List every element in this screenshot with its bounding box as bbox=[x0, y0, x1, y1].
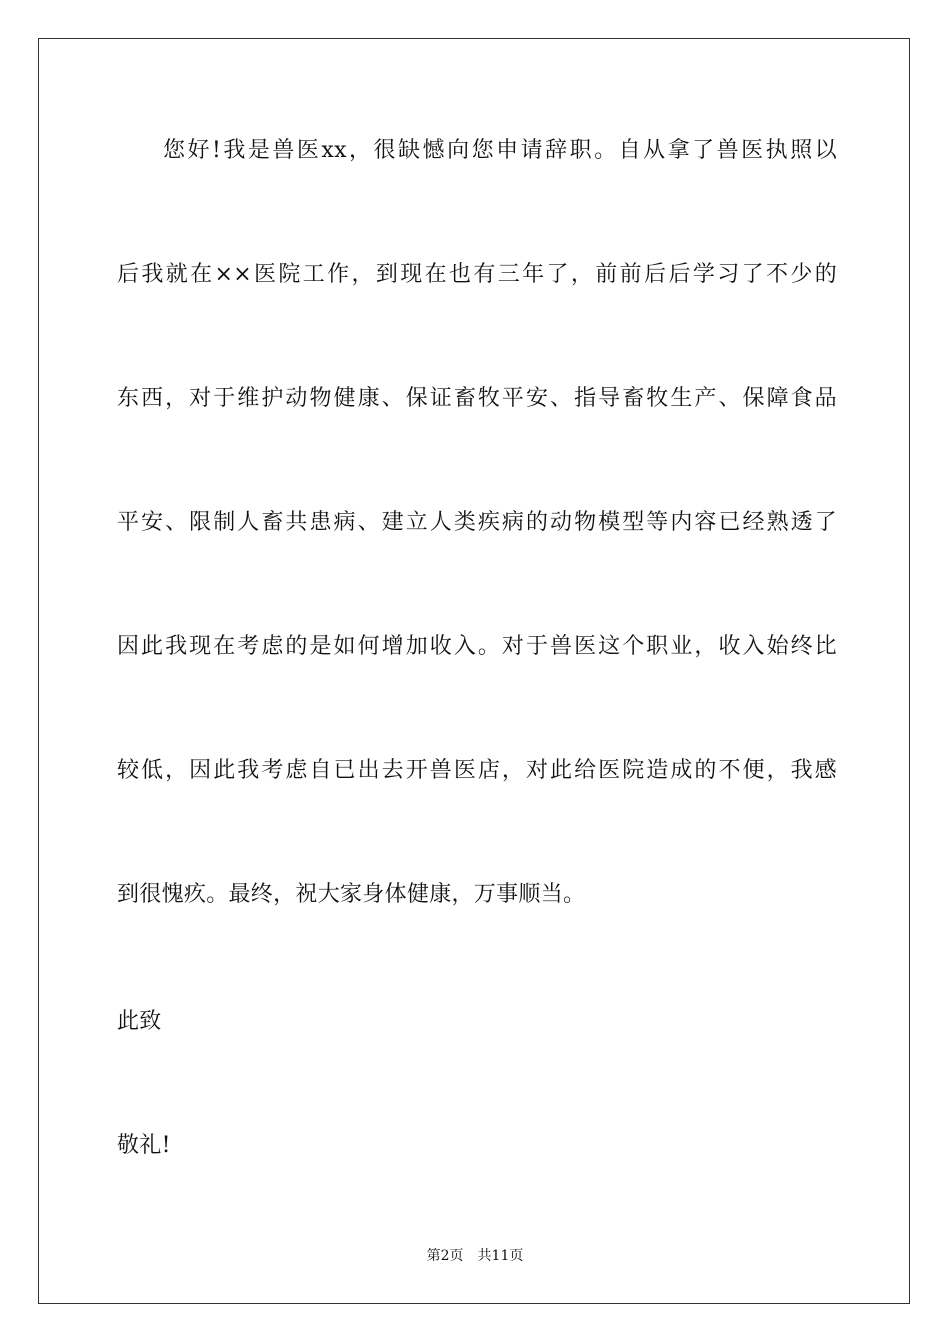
letter-line-6: 较低，因此我考虑自已出去开兽医店，对此给医院造成的不便，我感 bbox=[117, 758, 837, 783]
salutation-text: 敬礼! bbox=[117, 1133, 171, 1158]
closing-text: 此致 bbox=[117, 1009, 162, 1034]
page-border bbox=[38, 38, 910, 1304]
page-number: 第2页 共11页 bbox=[426, 1248, 524, 1264]
letter-line-7: 到很愧疚。最终，祝大家身体健康，万事顺当。 bbox=[117, 882, 586, 907]
letter-line-1: 您好!我是兽医xx，很缺憾向您申请辞职。自从拿了兽医执照以 bbox=[163, 138, 837, 163]
letter-line-3: 东西，对于维护动物健康、保证畜牧平安、指导畜牧生产、保障食品 bbox=[117, 386, 837, 411]
letter-line-2: 后我就在××医院工作，到现在也有三年了，前前后后学习了不少的 bbox=[117, 262, 837, 287]
letter-line-4: 平安、限制人畜共患病、建立人类疾病的动物模型等内容已经熟透了 bbox=[117, 510, 837, 535]
letter-line-5: 因此我现在考虑的是如何增加收入。对于兽医这个职业，收入始终比 bbox=[117, 634, 837, 659]
